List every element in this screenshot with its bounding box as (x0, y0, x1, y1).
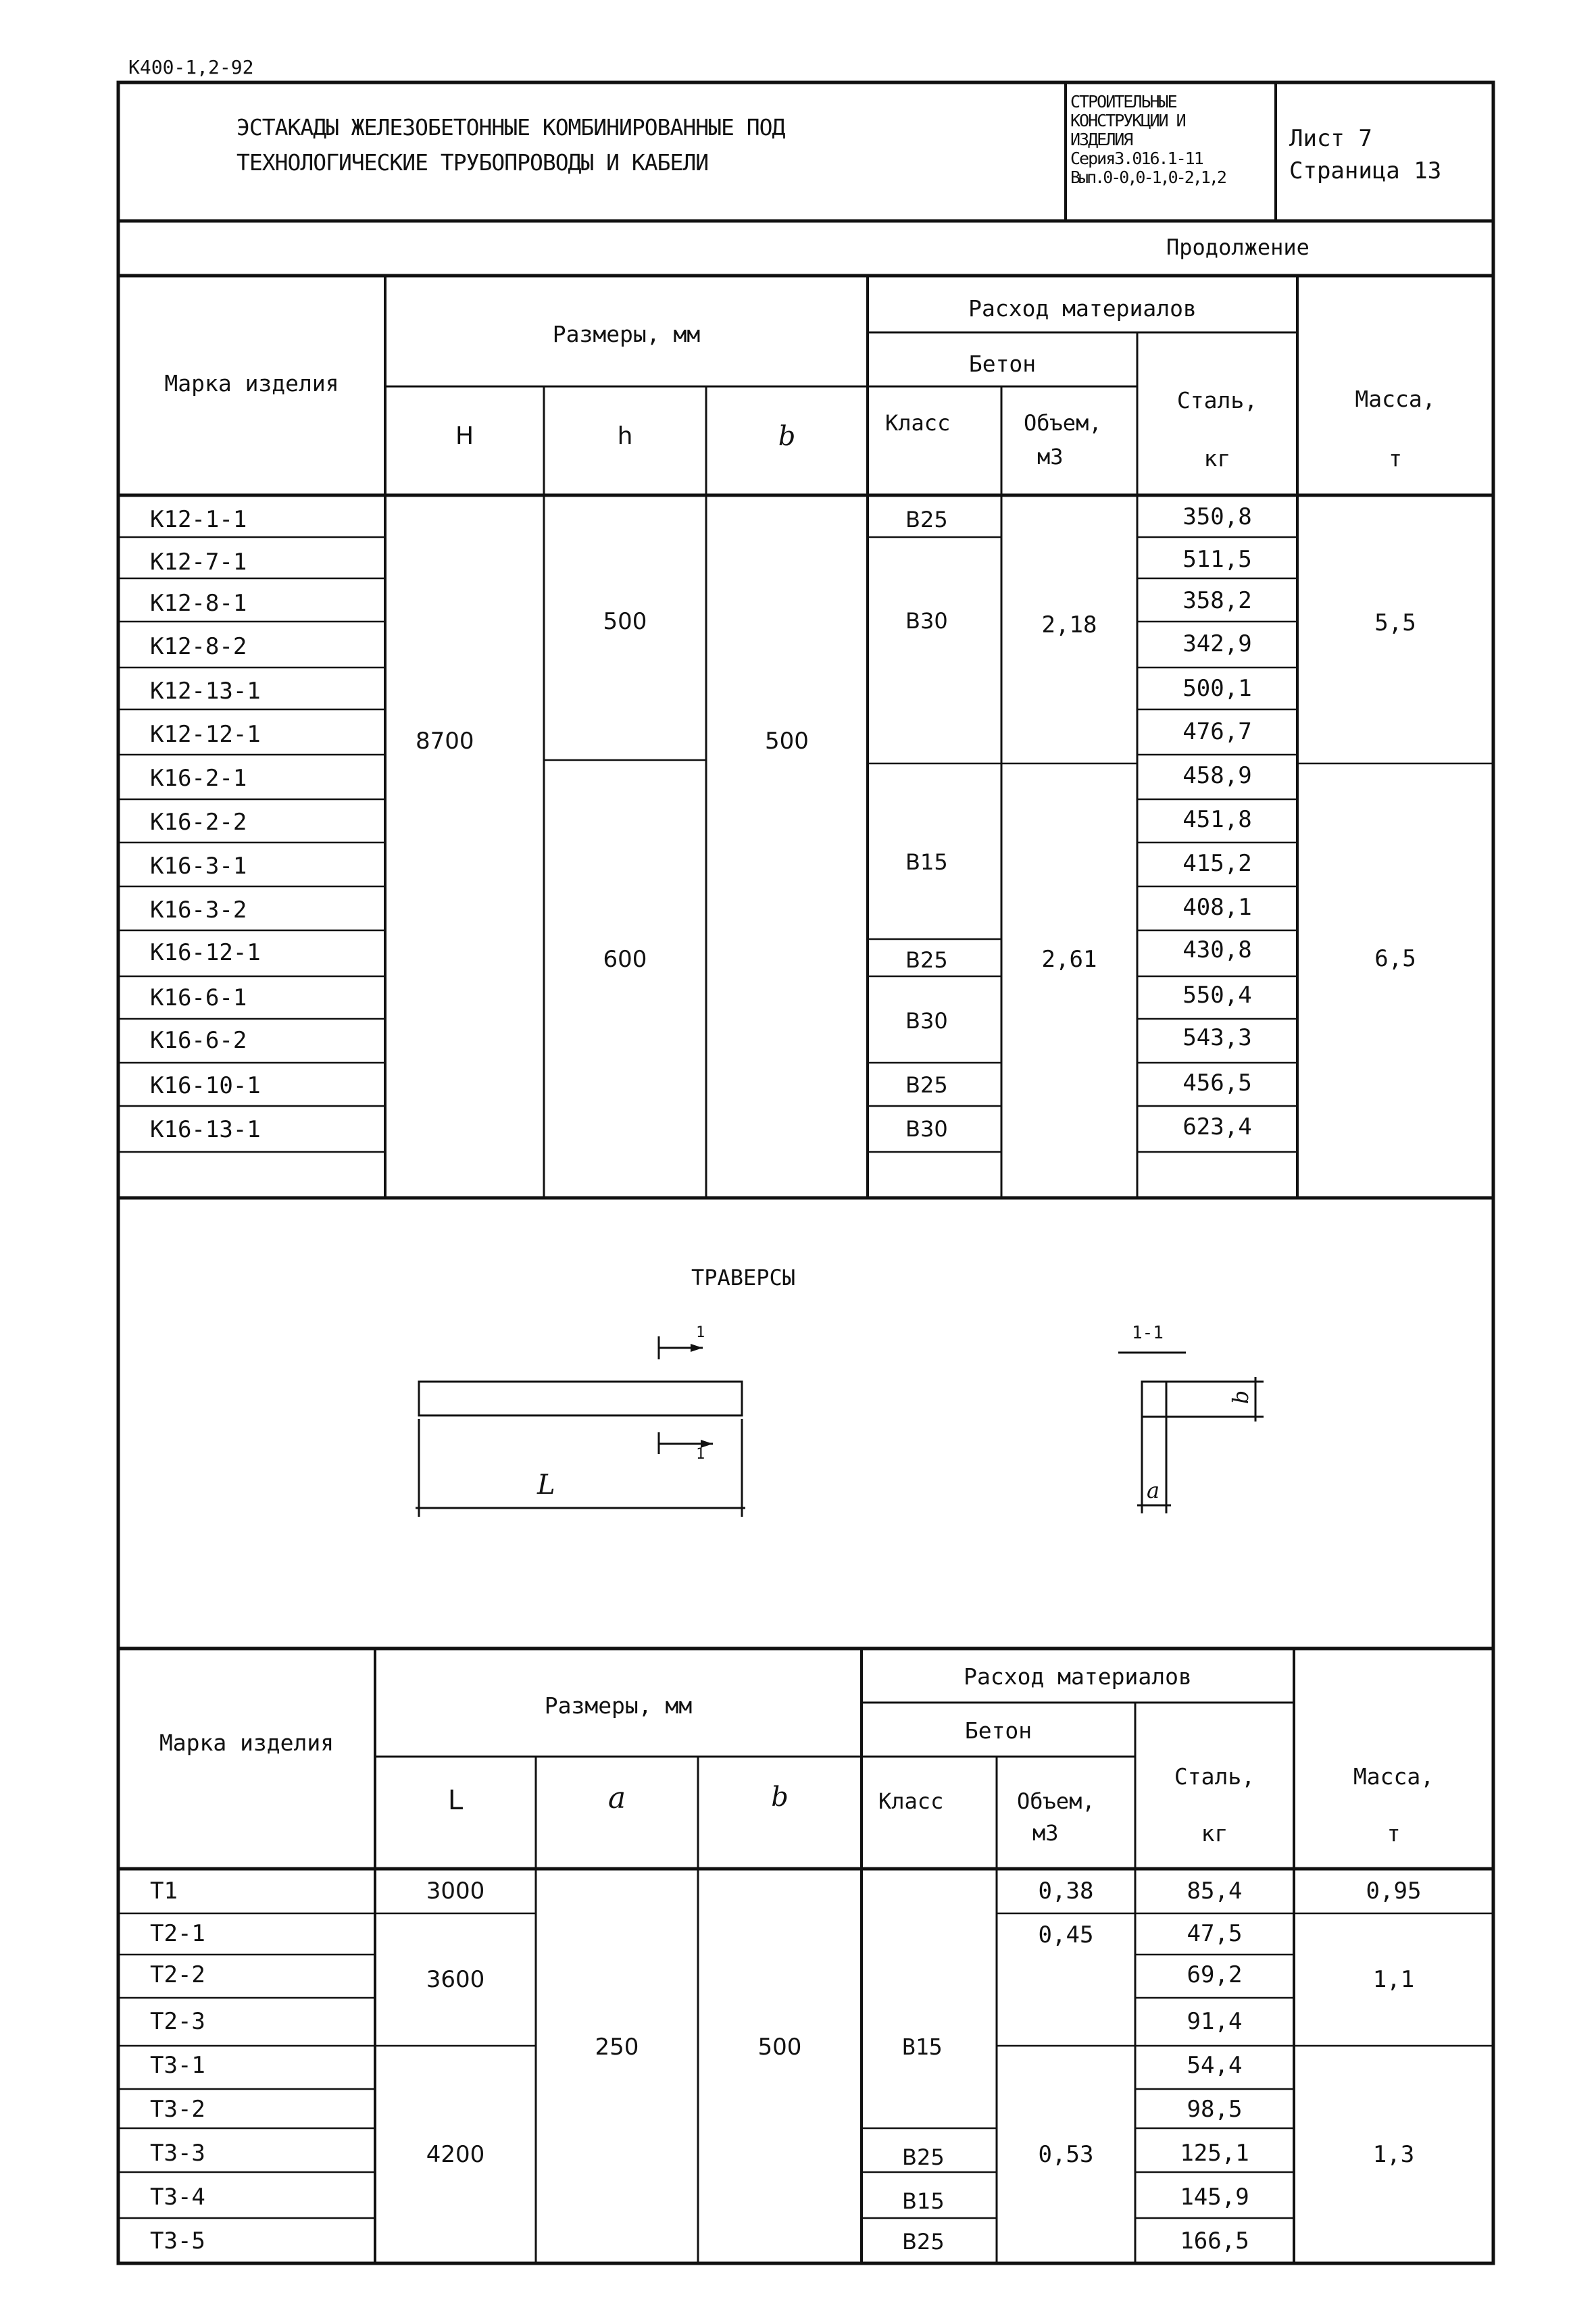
continuation-label: Продолжение (1166, 234, 1310, 260)
table-row-mark: Т3-2 (150, 2096, 205, 2123)
table-row-mark: К16-2-1 (150, 765, 247, 792)
table-row-steel: 456,5 (1182, 1070, 1252, 1097)
t1-h-value-2: 600 (603, 946, 647, 973)
header-steel-unit: кг (1203, 445, 1231, 472)
table-row-mark: К12-8-1 (150, 590, 247, 617)
table-row-steel: 85,4 (1187, 1878, 1243, 1905)
table-row-mark: Т2-3 (150, 2008, 205, 2035)
table-row-mark: К16-10-1 (150, 1072, 261, 1099)
document-code: К400-1,2-92 (128, 56, 254, 78)
t2-header-volume-unit: м3 (1032, 1820, 1059, 1846)
dim-label-b: b (1228, 1390, 1254, 1405)
title-line-2: ТЕХНОЛОГИЧЕСКИЕ ТРУБОПРОВОДЫ И КАБЕЛИ (236, 149, 709, 176)
header-b: b (778, 421, 796, 452)
t2-header-a: a (607, 1781, 626, 1815)
header-h: h (617, 422, 633, 450)
table-row-mark: К16-6-2 (150, 1027, 247, 1054)
series-block-line-1: СТРОИТЕЛЬНЫЕ (1070, 92, 1176, 111)
t1-class-g2-e: В30 (905, 1116, 948, 1142)
t1-volume-1: 2,18 (1041, 611, 1097, 638)
table-row-steel: 166,5 (1180, 2228, 1249, 2255)
dim-label-a: a (1147, 1478, 1160, 1503)
table-row-mark: Т3-3 (150, 2140, 205, 2167)
table-row-steel: 342,9 (1182, 630, 1252, 657)
section-label: 1-1 (1132, 1323, 1164, 1343)
t2-volume-3: 0,53 (1038, 2141, 1094, 2168)
table-row-mark: Т3-1 (150, 2052, 205, 2079)
table-row-steel: 54,4 (1187, 2052, 1243, 2079)
t1-class-g2-d: В25 (905, 1072, 948, 1098)
title-line-1: ЭСТАКАДЫ ЖЕЛЕЗОБЕТОННЫЕ КОМБИНИРОВАННЫЕ ПОД (236, 114, 785, 141)
t1-class-g1-a: В25 (905, 507, 948, 532)
cut-mark-bottom: 1 (696, 1446, 705, 1463)
t2-header-b: b (771, 1782, 789, 1813)
table-row-steel: 623,4 (1182, 1113, 1252, 1140)
header-H: H (455, 422, 474, 450)
t2-class-t3-3: В25 (902, 2144, 945, 2170)
table-row-steel: 69,2 (1187, 1961, 1243, 1988)
table-row-mark: Т2-2 (150, 1961, 205, 1988)
t1-class-g2-c: В30 (905, 1008, 948, 1034)
t2-header-mass-unit: т (1387, 1820, 1401, 1846)
t1-H-value: 8700 (416, 728, 474, 755)
table-row-steel: 430,8 (1182, 936, 1252, 963)
table-row-mark: К16-12-1 (150, 939, 261, 966)
table-row-mark: К12-7-1 (150, 549, 247, 576)
table-row-mark: К12-13-1 (150, 678, 261, 705)
t2-L-value-3: 4200 (426, 2141, 485, 2168)
t1-volume-2: 2,61 (1041, 946, 1097, 973)
t1-b-value: 500 (765, 728, 809, 755)
t2-header-L: L (447, 1785, 464, 1816)
table-row-steel: 500,1 (1182, 675, 1252, 702)
table-row-mark: Т3-5 (150, 2228, 205, 2255)
table-row-steel: 511,5 (1182, 546, 1252, 573)
table-row-mark: Т1 (150, 1878, 178, 1905)
t2-header-mark: Марка изделия (159, 1730, 334, 1756)
t2-class-t3-5: В25 (902, 2229, 945, 2255)
t2-header-volume: Объем, (1017, 1788, 1095, 1814)
table-row-mark: К12-8-2 (150, 633, 247, 660)
t2-header-consumption: Расход материалов (964, 1663, 1192, 1690)
t2-header-class: Класс (878, 1788, 944, 1814)
table-row-steel: 476,7 (1182, 718, 1252, 745)
series-block-line-2: КОНСТРУКЦИИ И (1070, 111, 1185, 130)
t2-mass-1: 0,95 (1366, 1878, 1422, 1905)
table-row-steel: 47,5 (1187, 1920, 1243, 1947)
t2-class-t3-4: В15 (902, 2188, 945, 2214)
table-row-mark: К16-13-1 (150, 1116, 261, 1143)
header-mass: Масса, (1355, 386, 1436, 412)
t2-volume-2: 0,45 (1038, 1921, 1094, 1948)
series-block-line-3: ИЗДЕЛИЯ (1070, 130, 1132, 149)
table-row-steel: 98,5 (1187, 2096, 1243, 2123)
table-row-steel: 543,3 (1182, 1024, 1252, 1051)
t2-L-value-1: 3000 (426, 1878, 485, 1905)
t2-header-mass: Масса, (1353, 1763, 1435, 1790)
table-row-mark: Т2-1 (150, 1920, 205, 1947)
t1-class-g1-b: В30 (905, 608, 948, 634)
t2-header-steel-unit: кг (1201, 1820, 1228, 1846)
t1-mass-1: 5,5 (1374, 609, 1416, 636)
t2-volume-1: 0,38 (1038, 1878, 1094, 1905)
t2-mass-3: 1,3 (1372, 2141, 1415, 2168)
header-steel: Сталь, (1176, 387, 1258, 413)
t2-header-sizes: Размеры, мм (544, 1692, 693, 1719)
table-row-mark: К16-2-2 (150, 809, 247, 836)
table-row-steel: 91,4 (1187, 2008, 1243, 2035)
table-row-steel: 125,1 (1180, 2140, 1249, 2167)
header-volume-unit: м3 (1037, 444, 1064, 470)
table-row-steel: 145,9 (1180, 2184, 1249, 2211)
cut-mark-top: 1 (696, 1324, 705, 1341)
table-row-mark: Т3-4 (150, 2184, 205, 2211)
t1-class-g2-b: В25 (905, 947, 948, 973)
t1-class-g2-a: В15 (905, 849, 948, 875)
table-row-steel: 408,1 (1182, 894, 1252, 921)
series-block-line-5: Вып.0-0,0-1,0-2,1,2 (1070, 168, 1225, 187)
t1-mass-2: 6,5 (1374, 945, 1416, 972)
table-row-mark: К16-3-2 (150, 897, 247, 924)
header-mass-unit: т (1389, 445, 1402, 472)
page-number: Страница 13 (1289, 157, 1442, 184)
header-class: Класс (885, 410, 951, 436)
series-block-line-4: Серия3.016.1-11 (1070, 149, 1203, 168)
t2-mass-2: 1,1 (1372, 1966, 1415, 1993)
table-row-steel: 451,8 (1182, 806, 1252, 833)
header-volume: Объем, (1024, 410, 1102, 436)
t1-h-value-1: 500 (603, 608, 647, 635)
header-mark: Марка изделия (164, 370, 339, 397)
t2-a-value: 250 (595, 2034, 639, 2061)
header-concrete: Бетон (968, 351, 1037, 377)
table-row-mark: К12-12-1 (150, 721, 261, 748)
header-sizes: Размеры, мм (552, 321, 701, 347)
table-row-steel: 358,2 (1182, 587, 1252, 614)
table-row-steel: 550,4 (1182, 982, 1252, 1009)
drawing-title: ТРАВЕРСЫ (691, 1265, 796, 1290)
t2-class-main: В15 (902, 2034, 943, 2060)
t2-b-value: 500 (757, 2034, 802, 2061)
t2-header-concrete: Бетон (964, 1717, 1032, 1744)
t2-L-value-2: 3600 (426, 1966, 485, 1993)
table-row-steel: 415,2 (1182, 850, 1252, 877)
table-row-steel: 350,8 (1182, 503, 1252, 530)
table-row-steel: 458,9 (1182, 762, 1252, 789)
t2-header-steel: Сталь, (1174, 1763, 1255, 1790)
dim-label-L: L (537, 1469, 555, 1501)
sheet-number: Лист 7 (1289, 125, 1372, 152)
table-row-mark: К12-1-1 (150, 506, 247, 533)
header-consumption: Расход материалов (968, 295, 1197, 322)
table-row-mark: К16-6-1 (150, 984, 247, 1011)
table-row-mark: К16-3-1 (150, 853, 247, 880)
